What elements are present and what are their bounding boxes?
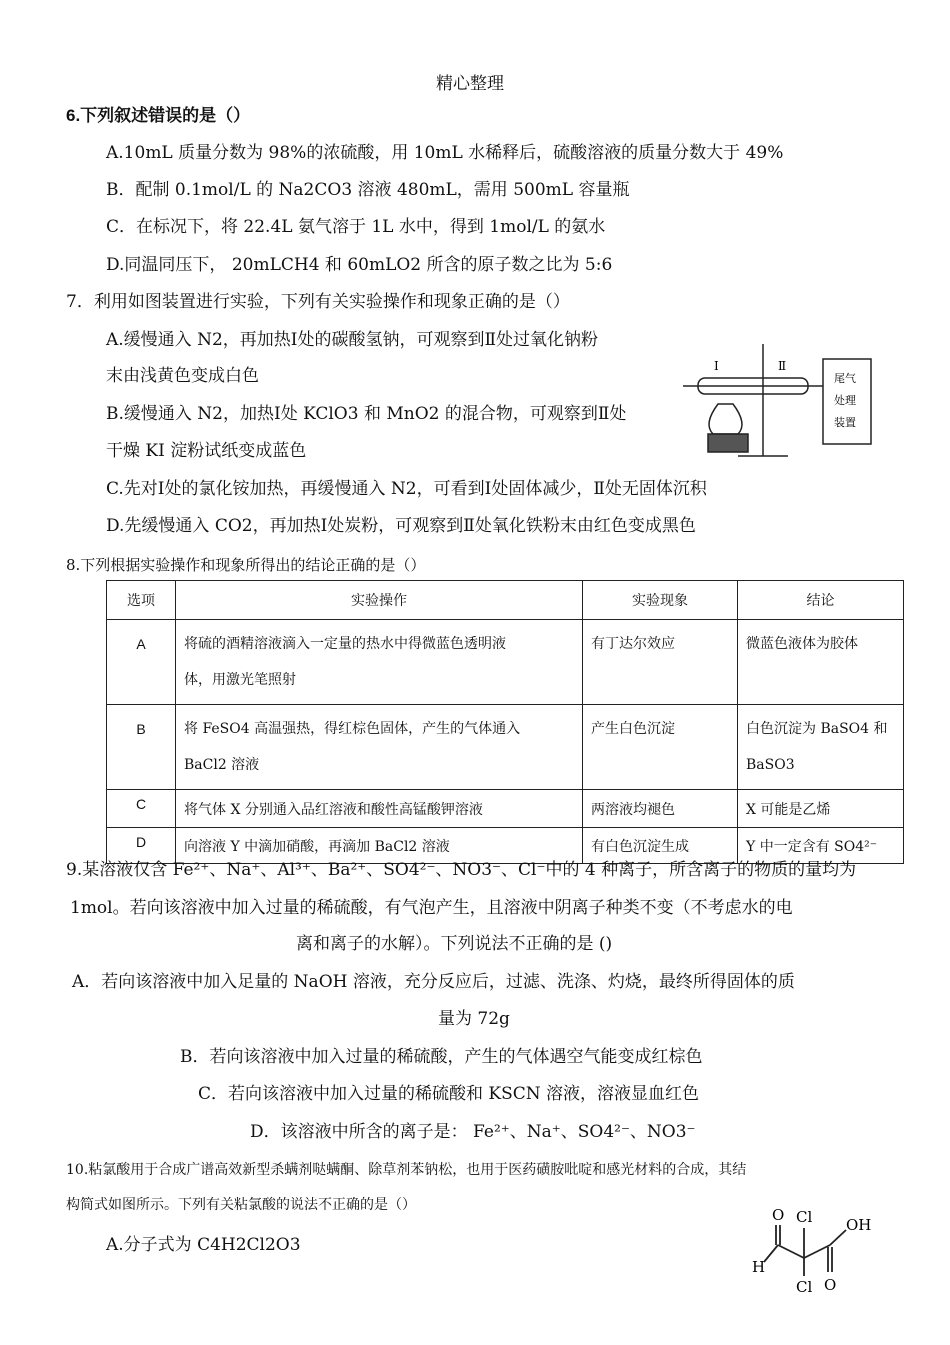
table-row [107, 620, 904, 705]
row-conclusion: Y 中一定含有 SO4²⁻ [738, 828, 904, 864]
row-phenomenon: 两溶液均褪色 [583, 790, 738, 828]
row-option: D [107, 828, 176, 864]
table-header: 选项 [107, 581, 176, 620]
q9-stem-line2: 1mol。若向该溶液中加入过量的稀硫酸，有气泡产生，且溶液中阴离子种类不变（不考虑水的电 [70, 898, 793, 918]
row-operation: 将气体 X 分别通入品红溶液和酸性高锰酸钾溶液 [176, 790, 583, 828]
apparatus-figure [678, 334, 878, 464]
struct-h: H [752, 1258, 766, 1276]
row-phenomenon: 有丁达尔效应 [583, 620, 738, 705]
q7-option-c: C.先对Ⅰ处的氯化铵加热，再缓慢通入 N2，可看到Ⅰ处固体减少，Ⅱ处无固体沉积 [106, 479, 707, 499]
q6-option-d: D.同温同压下， 20mLCH4 和 60mLO2 所含的原子数之比为 5:6 [106, 255, 613, 275]
row-phenomenon: 产生白色沉淀 [583, 705, 738, 790]
row-operation: 将 FeSO4 高温强热，得红棕色固体，产生的气体通入 BaCl2 溶液 [176, 705, 583, 790]
q9-stem-line1: 9.某溶液仅含 Fe²⁺、Na⁺、Al³⁺、Ba²⁺、SO4²⁻、NO3⁻、Cl⁻中的 4 种离子，所含离子的物质的量均为 [66, 860, 857, 880]
table-header: 结论 [738, 581, 904, 620]
q9-option-a-line1: A．若向该溶液中加入足量的 NaOH 溶液，充分反应后，过滤、洗涤、灼烧，最终所得固体的质 [72, 972, 795, 992]
row-operation: 向溶液 Y 中滴加硝酸，再滴加 BaCl2 溶液 [176, 828, 583, 864]
struct-oh: OH [846, 1216, 872, 1234]
figure-box-line3: 装置 [834, 416, 856, 429]
q7-stem: 7．利用如图装置进行实验，下列有关实验操作和现象正确的是（） [66, 292, 570, 312]
q10-stem-line2: 构简式如图所示。下列有关粘氯酸的说法不正确的是（） [66, 1197, 416, 1213]
figure-box-line2: 处理 [834, 394, 856, 407]
q6-option-c: C．在标况下，将 22.4L 氨气溶于 1L 水中，得到 1mol/L 的氨水 [106, 217, 606, 237]
figure-box-line1: 尾气 [834, 372, 856, 385]
experiment-table [106, 580, 904, 864]
table-header: 实验操作 [176, 581, 583, 620]
q7-option-b-line2: 干燥 KI 淀粉试纸变成蓝色 [106, 441, 307, 461]
table-row [107, 790, 904, 828]
struct-cl2: Cl [796, 1278, 813, 1296]
q7-option-a-line1: A.缓慢通入 N2，再加热Ⅰ处的碳酸氢钠，可观察到Ⅱ处过氧化钠粉 [106, 330, 599, 350]
q6-stem: 6.下列叙述错误的是（） [66, 106, 251, 125]
table-row [107, 705, 904, 790]
row-operation: 将硫的酒精溶液滴入一定量的热水中得微蓝色透明液 体，用激光笔照射 [176, 620, 583, 705]
table-header: 实验现象 [583, 581, 738, 620]
figure-label-1: Ⅰ [714, 359, 719, 373]
q7-option-b-line1: B.缓慢通入 N2，加热Ⅰ处 KClO3 和 MnO2 的混合物，可观察到Ⅱ处 [106, 404, 627, 424]
q6-option-a: A.10mL 质量分数为 98%的浓硫酸，用 10mL 水稀释后，硫酸溶液的质量分数大于 49% [106, 143, 784, 163]
q9-option-c: C．若向该溶液中加入过量的稀硫酸和 KSCN 溶液，溶液显血红色 [198, 1084, 700, 1104]
row-phenomenon: 有白色沉淀生成 [583, 828, 738, 864]
q9-option-a-line2: 量为 72g [438, 1009, 510, 1029]
row-conclusion: 微蓝色液体为胶体 [738, 620, 904, 705]
row-option: A [107, 620, 176, 705]
row-option: B [107, 705, 176, 790]
figure-label-2: Ⅱ [778, 359, 787, 373]
q9-option-b: B．若向该溶液中加入过量的稀硫酸，产生的气体遇空气能变成红棕色 [180, 1047, 703, 1067]
struct-cl1: Cl [796, 1208, 813, 1226]
q7-option-d: D.先缓慢通入 CO2，再加热Ⅰ处炭粉，可观察到Ⅱ处氧化铁粉末由红色变成黑色 [106, 516, 696, 536]
q10-stem-line1: 10.粘氯酸用于合成广谱高效新型杀螨剂哒螨酮、除草剂苯钠松，也用于医药磺胺吡啶和感光材料的合成，其结 [66, 1162, 747, 1178]
q9-stem-line3: 离和离子的水解）。下列说法不正确的是 () [296, 934, 613, 954]
struct-o1: O [772, 1206, 785, 1224]
row-option: C [107, 790, 176, 828]
page-header: 精心整理 [436, 74, 504, 94]
q6-option-b: B．配制 0.1mol/L 的 Na2CO3 溶液 480mL，需用 500mL 容量瓶 [106, 180, 630, 200]
mucochloric-acid-structure [746, 1200, 876, 1300]
q9-option-d: D．该溶液中所含的离子是： Fe²⁺、Na⁺、SO4²⁻、NO3⁻ [250, 1122, 696, 1142]
q10-option-a: A.分子式为 C4H2Cl2O3 [106, 1235, 301, 1255]
q7-option-a-line2: 末由浅黄色变成白色 [106, 366, 259, 386]
row-conclusion: 白色沉淀为 BaSO4 和 BaSO3 [738, 705, 904, 790]
struct-o2: O [824, 1276, 837, 1294]
row-conclusion: X 可能是乙烯 [738, 790, 904, 828]
q8-stem: 8.下列根据实验操作和现象所得出的结论正确的是（） [66, 556, 426, 574]
